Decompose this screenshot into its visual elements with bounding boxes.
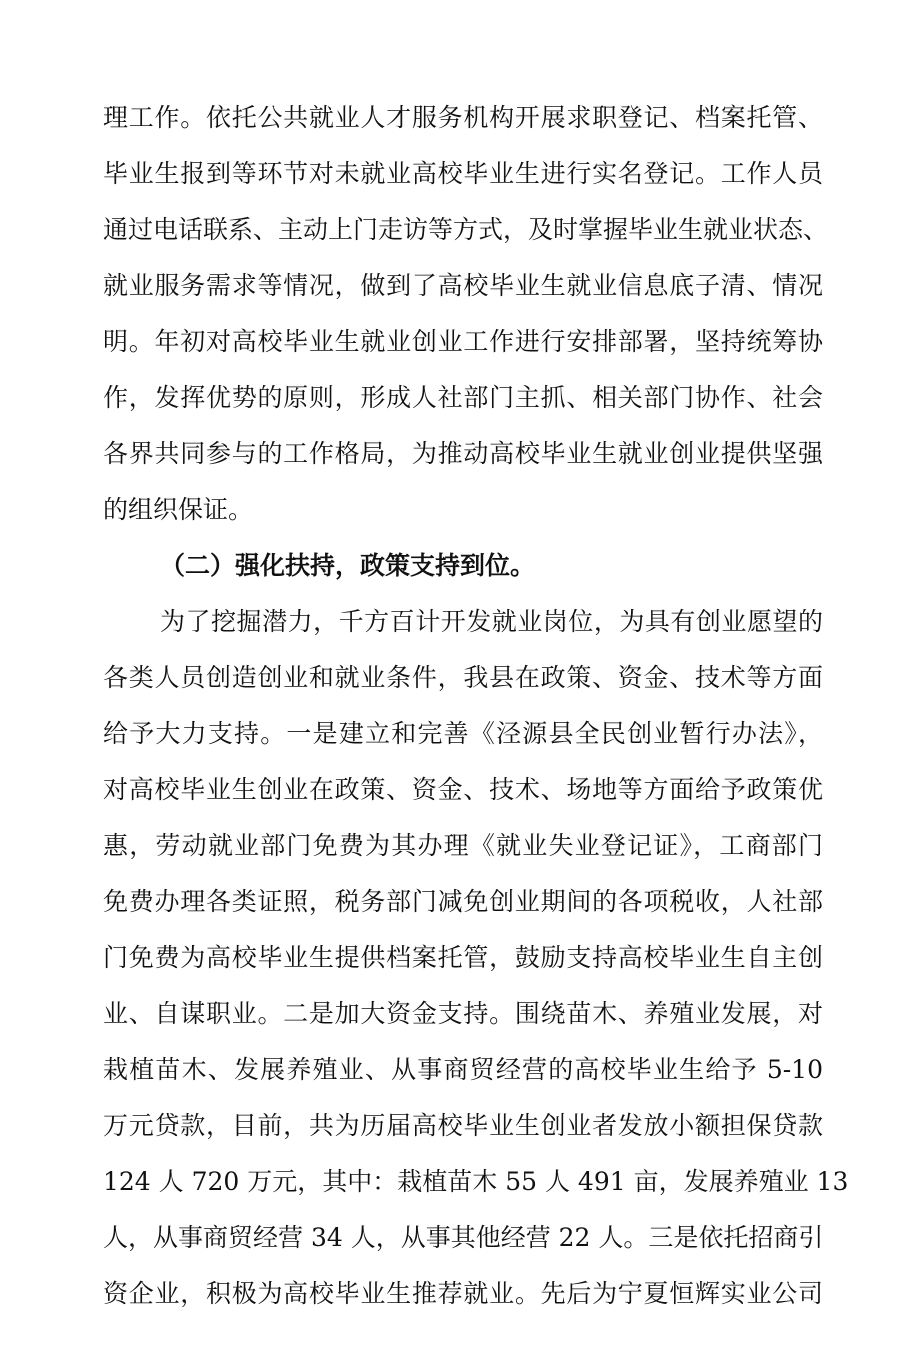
paragraph-line: 对高校毕业生创业在政策、资金、技术、场地等方面给予政策优 (103, 775, 823, 804)
paragraph-line: 惠，劳动就业部门免费为其办理《就业失业登记证》，工商部门 (103, 831, 823, 860)
paragraph-line: 门免费为高校毕业生提供档案托管，鼓励支持高校毕业生自主创 (103, 943, 823, 972)
paragraph-line: 为了挖掘潜力，千方百计开发就业岗位，为具有创业愿望的 (160, 607, 823, 636)
paragraph-line: 的组织保证。 (103, 495, 254, 524)
paragraph-line: 免费办理各类证照，税务部门减免创业期间的各项税收，人社部 (103, 887, 823, 916)
paragraph-line: 资企业，积极为高校毕业生推荐就业。先后为宁夏恒辉实业公司 (103, 1279, 823, 1308)
paragraph-line: 理工作。依托公共就业人才服务机构开展求职登记、档案托管、 (103, 103, 823, 132)
paragraph-line: 给予大力支持。一是建立和完善《泾源县全民创业暂行办法》， (103, 719, 823, 748)
paragraph-line: 栽植苗木、发展养殖业、从事商贸经营的高校毕业生给予 5-10 (103, 1055, 823, 1084)
paragraph-line: 各类人员创造创业和就业条件，我县在政策、资金、技术等方面 (103, 663, 823, 692)
paragraph-line: 作，发挥优势的原则，形成人社部门主抓、相关部门协作、社会 (103, 383, 823, 412)
section-heading: （二）强化扶持，政策支持到位。 (160, 551, 536, 580)
paragraph-line: 明。年初对高校毕业生就业创业工作进行安排部署，坚持统筹协 (103, 327, 823, 356)
paragraph-line: 通过电话联系、主动上门走访等方式，及时掌握毕业生就业状态、 (103, 215, 829, 244)
paragraph-line: 各界共同参与的工作格局，为推动高校毕业生就业创业提供坚强 (103, 439, 823, 468)
paragraph-line: 毕业生报到等环节对未就业高校毕业生进行实名登记。工作人员 (103, 159, 823, 188)
paragraph-line: 人，从事商贸经营 34 人，从事其他经营 22 人。三是依托招商引 (103, 1223, 824, 1252)
paragraph-line: 万元贷款，目前，共为历届高校毕业生创业者发放小额担保贷款 (103, 1111, 823, 1140)
paragraph-line: 就业服务需求等情况，做到了高校毕业生就业信息底子清、情况 (103, 271, 823, 300)
paragraph-line: 124 人 720 万元，其中：栽植苗木 55 人 491 亩，发展养殖业 13 (103, 1167, 849, 1196)
paragraph-line: 业、自谋职业。二是加大资金支持。围绕苗木、养殖业发展，对 (103, 999, 823, 1028)
